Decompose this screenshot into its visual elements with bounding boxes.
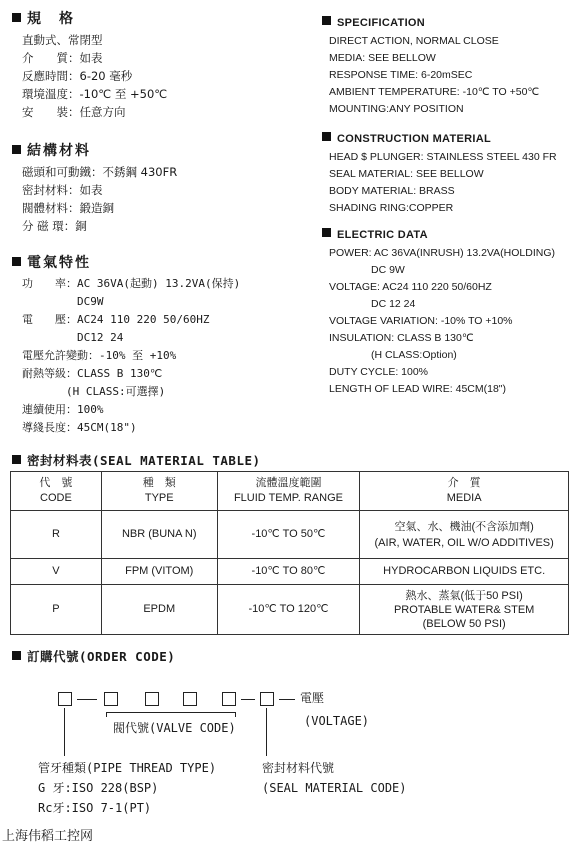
seal-code-label: 密封材料代號 (SEAL MATERIAL CODE) xyxy=(262,761,407,795)
header-type: 種 類 TYPE xyxy=(101,472,217,511)
code-box-valve xyxy=(222,692,236,706)
code-box-valve xyxy=(183,692,197,706)
electric-title-en: ELECTRIC DATA xyxy=(322,228,555,241)
code-box-valve xyxy=(104,692,118,706)
spec-line-en: MEDIA: SEE BELLOW xyxy=(329,52,436,64)
material-line-en: BODY MATERIAL: BRASS xyxy=(329,185,455,197)
code-box-seal xyxy=(260,692,274,706)
code-dash xyxy=(279,699,295,700)
cell-media: HYDROCARBON LIQUIDS ETC. xyxy=(360,559,569,585)
electric-line-en: POWER: AC 36VA(INRUSH) 13.2VA(HOLDING) xyxy=(329,247,555,259)
material-line-en: SHADING RING:COPPER xyxy=(329,202,454,214)
header-media: 介 質 MEDIA xyxy=(360,472,569,511)
spec-line-en: AMBIENT TEMPERATURE: -10℃ TO +50℃ xyxy=(329,86,540,98)
header-code: 代 號 CODE xyxy=(11,472,102,511)
cell-media: 熱水、蒸氣(低于50 PSI) PROTABLE WATER& STEM (BELOW 50 PSI) xyxy=(360,585,569,635)
valve-code-bracket xyxy=(106,712,236,713)
electric-line-en: DC 12 24 xyxy=(329,298,416,310)
material-line: 磁頭和可動鐵：不銹鋼 430FR xyxy=(22,165,178,179)
cell-type: FPM (VITOM) xyxy=(101,559,217,585)
electric-line-en: VOLTAGE VARIATION: -10% TO +10% xyxy=(329,315,513,327)
header-range: 流體溫度範圍 FLUID TEMP. RANGE xyxy=(217,472,360,511)
cell-range: -10℃ TO 120℃ xyxy=(217,585,360,635)
cell-code: R xyxy=(11,511,102,559)
electric-line: 電 壓：AC24 110 220 50/60HZ xyxy=(22,313,210,326)
seal-table-title: 密封材料表(SEAL MATERIAL TABLE) xyxy=(12,450,261,469)
voltage-label-en: (VOLTAGE) xyxy=(304,714,370,728)
spec-line: 安 裝：任意方向 xyxy=(22,105,126,119)
valve-code-bracket xyxy=(235,712,236,717)
electric-line: DC12 24 xyxy=(22,331,124,344)
spec-title-zh: 規 格 xyxy=(12,8,167,28)
spec-line: 反應時間：6-20 毫秒 xyxy=(22,69,133,83)
spec-title-en: SPECIFICATION xyxy=(322,16,539,29)
electric-line: 連續使用：100% xyxy=(22,403,104,416)
material-line: 密封材料：如表 xyxy=(22,183,103,197)
electric-line-en: DUTY CYCLE: 100% xyxy=(329,366,429,378)
material-line: 閥體材料：鍛造銅 xyxy=(22,201,114,215)
voltage-label-zh: 電壓 xyxy=(300,691,325,705)
cell-range: -10℃ TO 50℃ xyxy=(217,511,360,559)
watermark-text: 上海伟稻工控网 xyxy=(2,829,94,844)
pipe-thread-leader xyxy=(64,708,65,756)
cell-type: EPDM xyxy=(101,585,217,635)
electric-line-en: (H CLASS:Option) xyxy=(329,349,457,361)
electric-line-en: LENGTH OF LEAD WIRE: 45CM(18") xyxy=(329,383,507,395)
code-box-valve xyxy=(145,692,159,706)
electric-line: 耐熱等級：CLASS B 130℃ xyxy=(22,367,163,380)
cell-range: -10℃ TO 80℃ xyxy=(217,559,360,585)
electric-line: 導綫長度：45CM(18") xyxy=(22,421,137,434)
material-line-en: SEAL MATERIAL: SEE BELLOW xyxy=(329,168,484,180)
electric-line: DC9W xyxy=(22,295,104,308)
electric-line-en: DC 9W xyxy=(329,264,405,276)
electric-line: (H CLASS:可選擇) xyxy=(22,385,166,398)
spec-line: 介 質：如表 xyxy=(22,51,103,65)
cell-type: NBR (BUNA N) xyxy=(101,511,217,559)
spec-line: 直動式、常閉型 xyxy=(22,33,103,47)
valve-code-bracket xyxy=(106,712,107,717)
code-dash xyxy=(241,699,255,700)
cell-code: P xyxy=(11,585,102,635)
cell-media: 空氣、水、機油(不含添加劑) (AIR, WATER, OIL W/O ADDITIVES) xyxy=(360,511,569,559)
spec-line: 環境溫度：-10℃ 至 +50℃ xyxy=(22,87,168,101)
code-box-pipe-thread xyxy=(58,692,72,706)
material-line: 分 磁 環：銅 xyxy=(22,219,87,233)
spec-line-en: MOUNTING:ANY POSITION xyxy=(329,103,464,115)
order-code-title: 訂購代號(ORDER CODE) xyxy=(12,646,175,665)
material-title-en: CONSTRUCTION MATERIAL xyxy=(322,132,557,145)
material-line-en: HEAD $ PLUNGER: STAINLESS STEEL 430 FR xyxy=(329,151,557,163)
electric-line-en: VOLTAGE: AC24 110 220 50/60HZ xyxy=(329,281,492,293)
electric-title-zh: 電氣特性 xyxy=(12,252,240,272)
code-dash xyxy=(77,699,97,700)
seal-code-leader xyxy=(266,708,267,756)
electric-line: 電壓允許變動：-10% 至 +10% xyxy=(22,349,177,362)
electric-line-en: INSULATION: CLASS B 130℃ xyxy=(329,332,474,344)
cell-code: V xyxy=(11,559,102,585)
valve-code-label: 閥代號(VALVE CODE) xyxy=(113,721,236,735)
spec-line-en: DIRECT ACTION, NORMAL CLOSE xyxy=(329,35,499,47)
material-title-zh: 結構材料 xyxy=(12,140,177,160)
pipe-thread-label: 管牙種類(PIPE THREAD TYPE) G 牙:ISO 228(BSP) Rc牙:ISO 7-1(PT) xyxy=(38,761,217,815)
spec-line-en: RESPONSE TIME: 6-20mSEC xyxy=(329,69,473,81)
electric-line: 功 率：AC 36VA(起動) 13.2VA(保持) xyxy=(22,277,241,290)
